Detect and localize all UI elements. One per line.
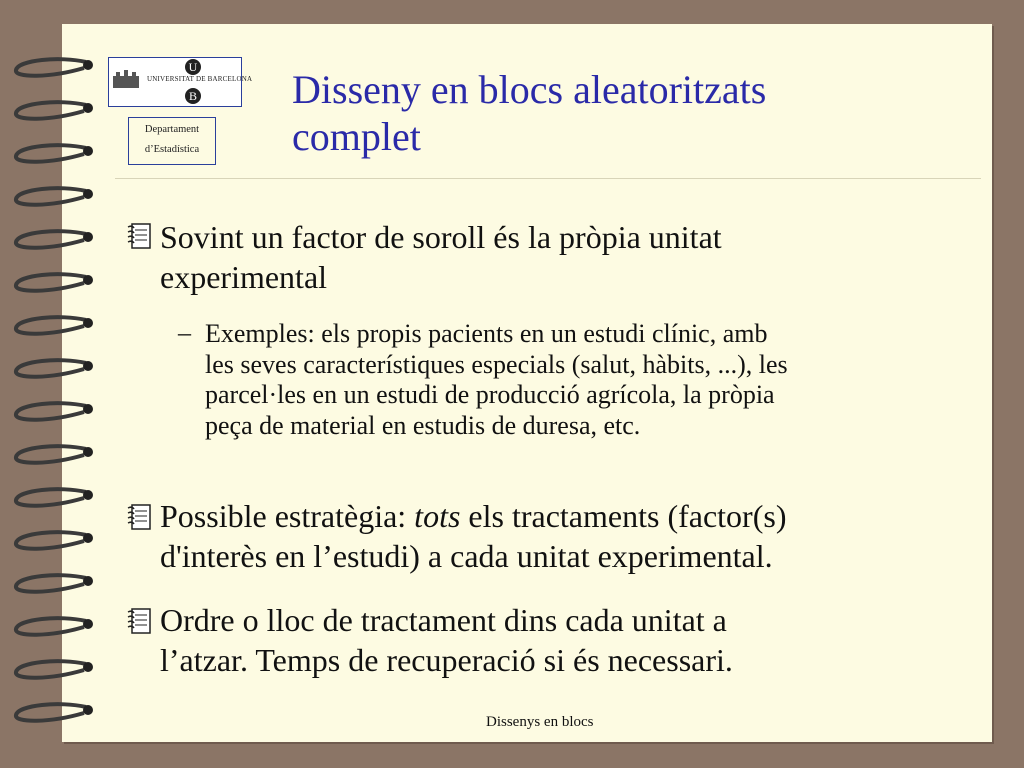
spiral-ring bbox=[16, 489, 93, 506]
bullet-1-line1: Sovint un factor de soroll és la pròpia unitat bbox=[160, 219, 722, 255]
building-icon bbox=[112, 68, 140, 90]
bullet-3 bbox=[160, 600, 733, 680]
department-box bbox=[128, 117, 216, 165]
spiral-ring bbox=[16, 661, 93, 678]
spiral-ring bbox=[16, 532, 93, 549]
notebook-icon bbox=[124, 221, 154, 251]
sub-bullet-line2: les seves característiques especials (salut, hàbits, ...), les bbox=[205, 349, 788, 379]
logo-letter-u: U bbox=[185, 59, 201, 75]
bullet-3-line2: l’atzar. Temps de recuperació si és necessari. bbox=[160, 642, 733, 678]
title-line2: complet bbox=[292, 114, 421, 159]
slide-footer: Dissenys en blocs bbox=[486, 714, 594, 730]
sub-bullet-line4: peça de material en estudis de duresa, etc. bbox=[205, 410, 641, 440]
bullet-2 bbox=[160, 496, 786, 576]
spiral-ring bbox=[16, 188, 93, 205]
notebook-icon bbox=[124, 502, 154, 532]
sub-bullet-dash: – bbox=[178, 318, 191, 347]
spiral-ring bbox=[16, 618, 93, 635]
notebook-icon bbox=[124, 606, 154, 636]
title-line1: Disseny en blocs aleatoritzats bbox=[292, 67, 767, 112]
spiral-ring bbox=[16, 317, 93, 334]
university-logo bbox=[108, 57, 253, 107]
spiral-ring bbox=[16, 704, 93, 721]
bullet-2-line2: d'interès en l’estudi) a cada unitat experimental. bbox=[160, 538, 773, 574]
spiral-ring bbox=[16, 59, 93, 76]
spiral-ring bbox=[16, 575, 93, 592]
spiral-ring bbox=[16, 102, 93, 119]
logo-letter-b: B bbox=[185, 88, 201, 104]
spiral-ring bbox=[16, 360, 93, 377]
spiral-ring bbox=[16, 274, 93, 291]
logo-university-name: UNIVERSITAT DE BARCELONA bbox=[147, 75, 253, 83]
spiral-ring bbox=[16, 231, 93, 248]
department-line1: Departament bbox=[144, 124, 200, 135]
sub-bullet-line3: parcel·les en un estudi de producció agrícola, la pròpia bbox=[205, 380, 775, 409]
spiral-ring bbox=[16, 446, 93, 463]
spiral-ring bbox=[16, 403, 93, 420]
bullet-2-line1: Possible estratègia: tots els tractaments (factor(s) bbox=[160, 498, 787, 534]
spiral-ring bbox=[16, 145, 93, 162]
department-line2: d’Estadística bbox=[144, 144, 200, 155]
sub-bullet-line1: Exemples: els propis pacients en un estudi clínic, amb bbox=[205, 319, 768, 348]
slide-title bbox=[292, 66, 892, 160]
bullet-1-line2: experimental bbox=[160, 259, 328, 295]
spiral-binding bbox=[0, 0, 110, 768]
sub-bullet-1 bbox=[205, 319, 788, 441]
title-divider bbox=[115, 178, 981, 179]
bullet-1 bbox=[160, 217, 722, 297]
bullet-3-line1: Ordre o lloc de tractament dins cada unitat a bbox=[160, 602, 727, 638]
